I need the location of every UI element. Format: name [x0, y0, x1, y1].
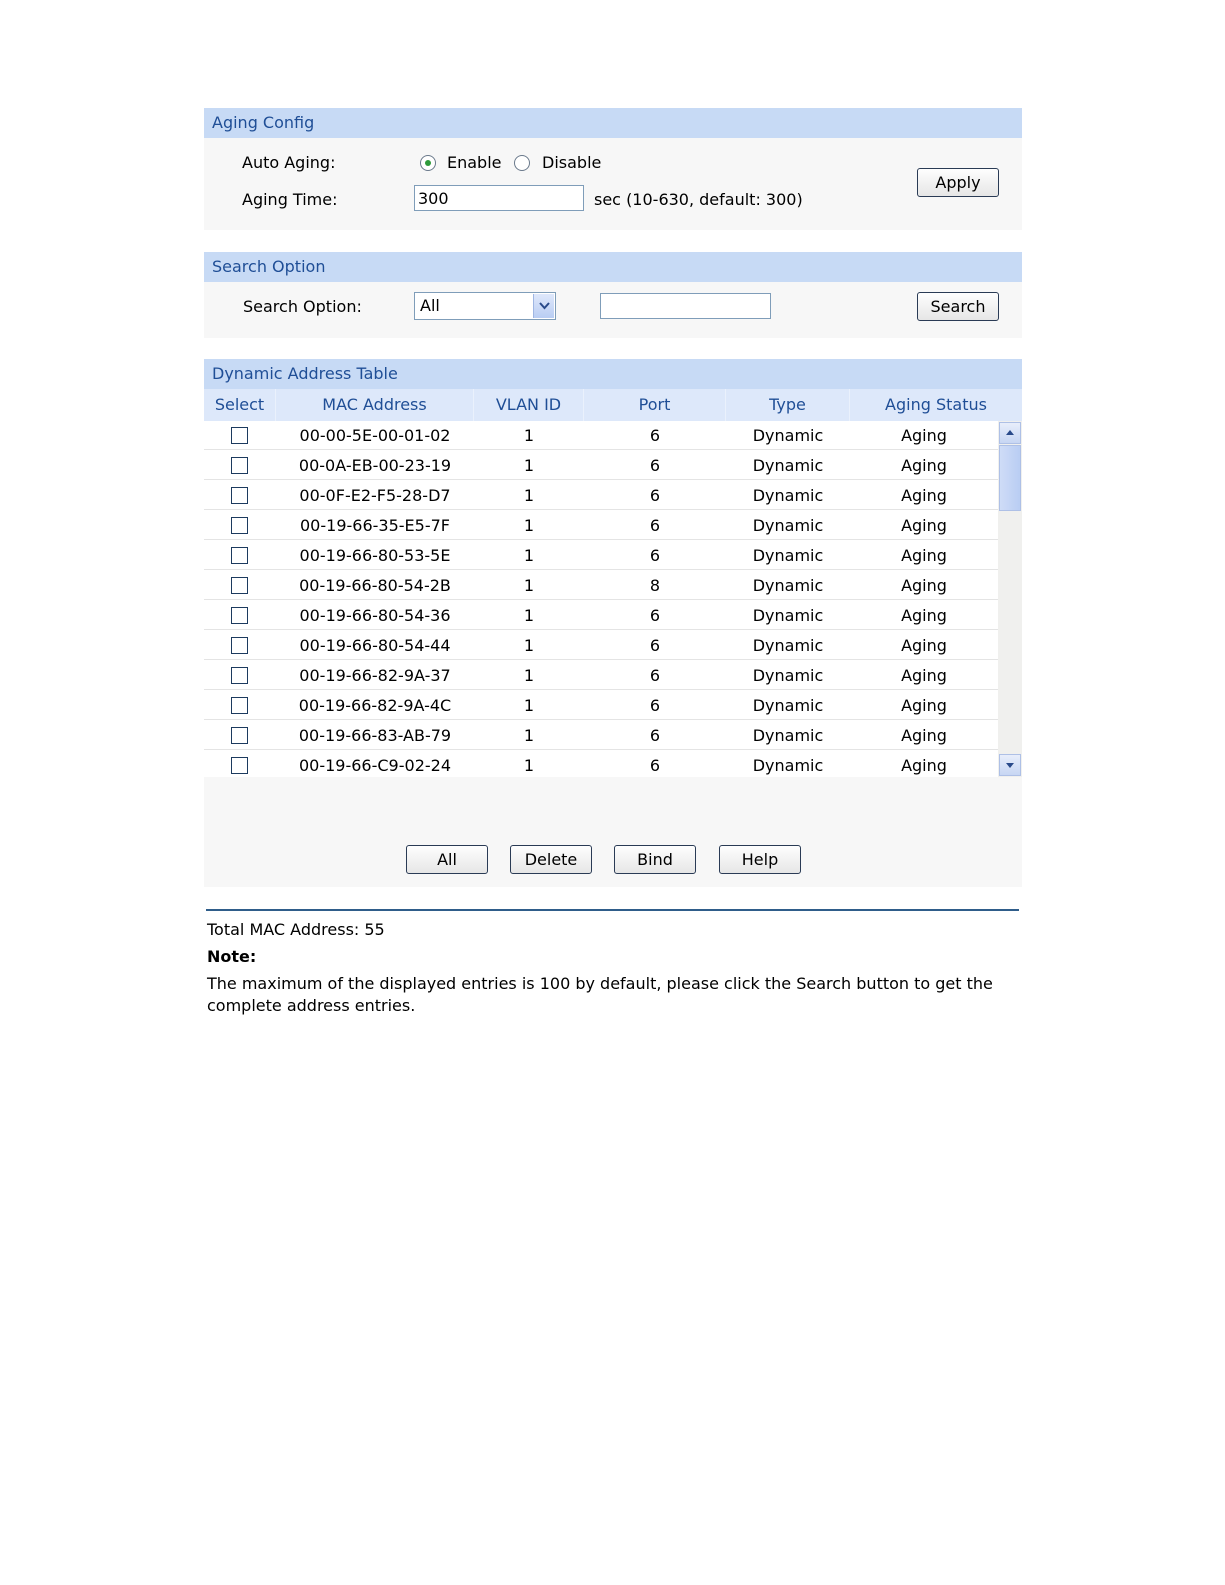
port-cell: 6 — [649, 426, 661, 445]
aging-status-cell: Aging — [901, 576, 947, 595]
aging-status-cell: Aging — [901, 546, 947, 565]
type-cell: Dynamic — [752, 636, 824, 655]
vlan-id-cell: 1 — [523, 546, 535, 565]
note-line-2: complete address entries. — [207, 996, 416, 1015]
note-line-1: The maximum of the displayed entries is 100 by default, please click the Search button to get the — [207, 974, 993, 993]
vlan-id-cell: 1 — [523, 696, 535, 715]
table-row — [204, 631, 998, 660]
type-cell: Dynamic — [752, 756, 824, 775]
search-option-select[interactable] — [414, 292, 556, 320]
aging-config-header: Aging Config — [204, 108, 1022, 138]
aging-status-cell: Aging — [901, 756, 947, 775]
auto-aging-label: Auto Aging: — [242, 153, 336, 172]
aging-status-cell: Aging — [901, 486, 947, 505]
aging-status-cell: Aging — [901, 516, 947, 535]
search-option-header: Search Option — [204, 252, 1022, 282]
delete-button[interactable]: Delete — [510, 845, 592, 874]
table-row — [204, 511, 998, 540]
col-aging-status: Aging Status — [885, 395, 987, 414]
row-checkbox[interactable] — [231, 667, 248, 684]
aging-status-cell: Aging — [901, 726, 947, 745]
port-cell: 6 — [649, 666, 661, 685]
note-title: Note: — [207, 947, 257, 966]
port-cell: 6 — [649, 696, 661, 715]
mac-address-cell: 00-0A-EB-00-23-19 — [298, 456, 452, 475]
search-option-label: Search Option: — [243, 297, 362, 316]
disable-radio[interactable] — [514, 155, 530, 171]
table-row — [204, 541, 998, 570]
arrow-down-icon[interactable] — [999, 754, 1021, 776]
table-row — [204, 571, 998, 600]
table-row — [204, 691, 998, 720]
mac-address-cell: 00-19-66-82-9A-37 — [299, 666, 451, 685]
chevron-down-icon[interactable] — [533, 294, 554, 318]
row-checkbox[interactable] — [231, 427, 248, 444]
mac-address-cell: 00-19-66-80-54-2B — [299, 576, 451, 595]
vlan-id-cell: 1 — [523, 606, 535, 625]
port-cell: 6 — [649, 486, 661, 505]
col-port: Port — [584, 389, 726, 421]
search-option-selected: All — [420, 296, 440, 315]
port-cell: 6 — [649, 606, 661, 625]
mac-address-cell: 00-19-66-80-54-36 — [299, 606, 451, 625]
port-cell: 6 — [649, 546, 661, 565]
select-all-button[interactable]: All — [406, 845, 488, 874]
aging-time-hint: sec (10-630, default: 300) — [594, 190, 803, 209]
disable-label[interactable]: Disable — [542, 153, 602, 172]
vlan-id-cell: 1 — [523, 726, 535, 745]
aging-status-cell: Aging — [901, 636, 947, 655]
port-cell: 6 — [649, 636, 661, 655]
row-checkbox[interactable] — [231, 727, 248, 744]
col-vlan-id: VLAN ID — [474, 389, 584, 421]
row-checkbox[interactable] — [231, 607, 248, 624]
row-checkbox[interactable] — [231, 487, 248, 504]
table-header-row — [204, 389, 1022, 421]
type-cell: Dynamic — [752, 456, 824, 475]
mac-address-cell: 00-19-66-82-9A-4C — [298, 696, 452, 715]
mac-address-cell: 00-19-66-83-AB-79 — [298, 726, 452, 745]
aging-status-cell: Aging — [901, 426, 947, 445]
apply-button[interactable]: Apply — [917, 168, 999, 197]
footer-divider — [206, 909, 1019, 911]
table-row — [204, 421, 998, 450]
vlan-id-cell: 1 — [523, 666, 535, 685]
mac-address-cell: 00-0F-E2-F5-28-D7 — [299, 486, 451, 505]
type-cell: Dynamic — [752, 726, 824, 745]
table-row — [204, 751, 998, 777]
aging-status-cell: Aging — [901, 696, 947, 715]
col-select: Select — [204, 389, 276, 421]
aging-time-label: Aging Time: — [242, 190, 338, 209]
table-row — [204, 601, 998, 630]
col-mac-address: MAC Address — [276, 389, 474, 421]
enable-label[interactable]: Enable — [447, 153, 502, 172]
mac-address-cell: 00-00-5E-00-01-02 — [299, 426, 451, 445]
enable-radio[interactable] — [420, 155, 436, 171]
dynamic-table-header: Dynamic Address Table — [204, 359, 1022, 389]
search-value-input[interactable] — [600, 293, 771, 319]
type-cell: Dynamic — [752, 516, 824, 535]
row-checkbox[interactable] — [231, 547, 248, 564]
type-cell: Dynamic — [752, 606, 824, 625]
mac-address-cell: 00-19-66-80-54-44 — [299, 636, 451, 655]
arrow-up-icon[interactable] — [999, 422, 1021, 444]
vlan-id-cell: 1 — [523, 516, 535, 535]
type-cell: Dynamic — [752, 576, 824, 595]
vlan-id-cell: 1 — [523, 426, 535, 445]
row-checkbox[interactable] — [231, 577, 248, 594]
table-actions-panel — [204, 777, 1022, 887]
search-button[interactable]: Search — [917, 292, 999, 321]
table-body — [204, 421, 998, 777]
port-cell: 6 — [649, 516, 661, 535]
table-row — [204, 481, 998, 510]
port-cell: 6 — [649, 726, 661, 745]
total-mac-count: Total MAC Address: 55 — [207, 920, 385, 939]
port-cell: 8 — [649, 576, 661, 595]
vlan-id-cell: 1 — [523, 756, 535, 775]
aging-time-input[interactable] — [414, 185, 584, 211]
type-cell: Dynamic — [752, 696, 824, 715]
port-cell: 6 — [649, 456, 661, 475]
vlan-id-cell: 1 — [523, 456, 535, 475]
table-scrollbar[interactable] — [998, 421, 1022, 777]
scrollbar-thumb[interactable] — [999, 445, 1021, 511]
bind-button[interactable]: Bind — [614, 845, 696, 874]
row-checkbox[interactable] — [231, 637, 248, 654]
mac-address-cell: 00-19-66-35-E5-7F — [300, 516, 450, 535]
table-row — [204, 721, 998, 750]
aging-status-cell: Aging — [901, 666, 947, 685]
row-checkbox[interactable] — [231, 697, 248, 714]
port-cell: 6 — [649, 756, 661, 775]
table-row — [204, 661, 998, 690]
type-cell: Dynamic — [752, 666, 824, 685]
mac-address-cell: 00-19-66-80-53-5E — [299, 546, 451, 565]
row-checkbox[interactable] — [231, 457, 248, 474]
row-checkbox[interactable] — [231, 517, 248, 534]
type-cell: Dynamic — [752, 546, 824, 565]
table-row — [204, 451, 998, 480]
vlan-id-cell: 1 — [523, 486, 535, 505]
type-cell: Dynamic — [752, 426, 824, 445]
help-button[interactable]: Help — [719, 845, 801, 874]
col-type: Type — [726, 389, 850, 421]
mac-address-cell: 00-19-66-C9-02-24 — [298, 756, 451, 775]
row-checkbox[interactable] — [231, 757, 248, 774]
aging-status-cell: Aging — [901, 606, 947, 625]
vlan-id-cell: 1 — [523, 636, 535, 655]
type-cell: Dynamic — [752, 486, 824, 505]
vlan-id-cell: 1 — [523, 576, 535, 595]
aging-status-cell: Aging — [901, 456, 947, 475]
